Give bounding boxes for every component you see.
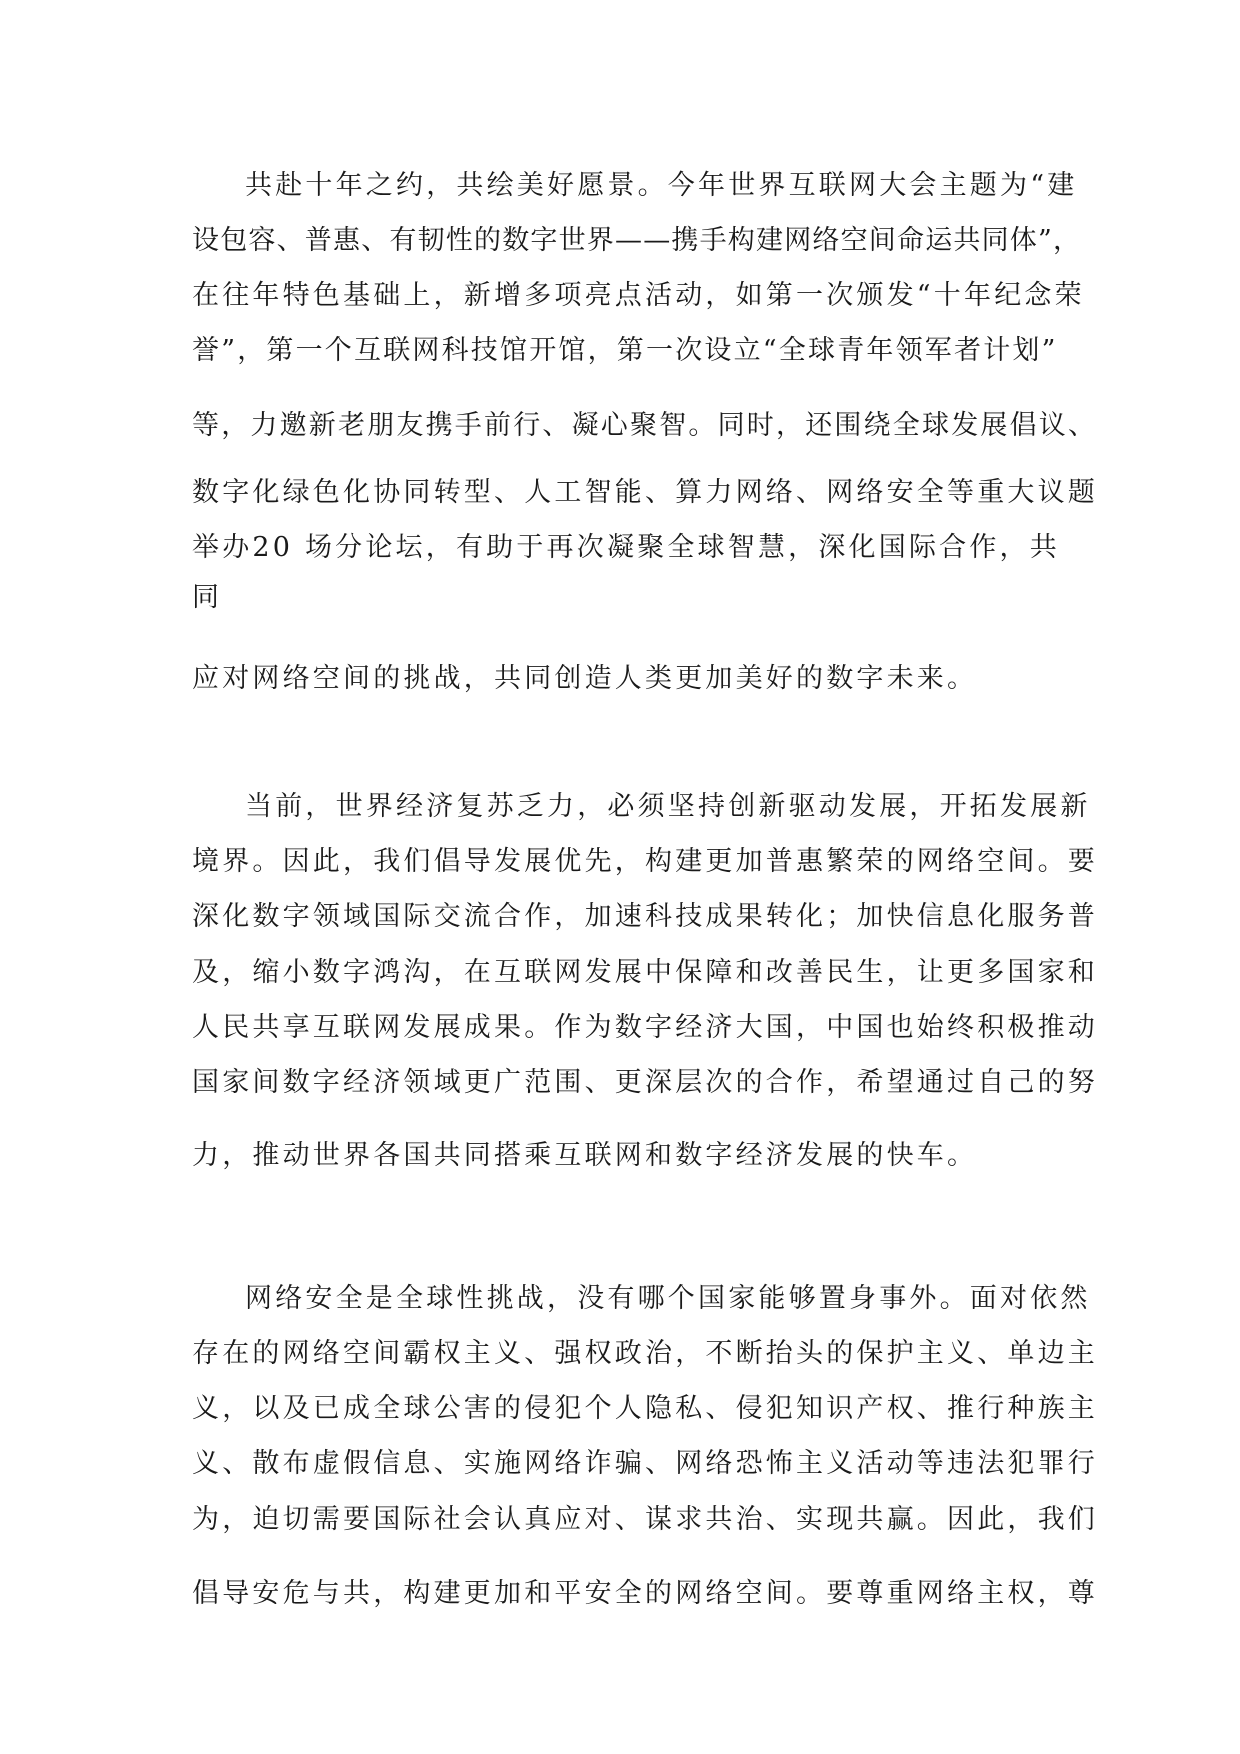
paragraph-1-line-7: 举办20 场分论坛，有助于再次凝聚全球智慧，深化国际合作，共 xyxy=(192,532,1060,563)
paragraph-3-line-1: 网络安全是全球性挑战，没有哪个国家能够置身事外。面对依然 xyxy=(245,1283,1091,1314)
paragraph-1-line-8: 同 xyxy=(192,582,223,613)
paragraph-1-line-1: 共赴十年之约，共绘美好愿景。今年世界互联网大会主题为“建 xyxy=(245,170,1078,201)
paragraph-3-line-5: 为，迫切需要国际社会认真应对、谋求共治、实现共赢。因此，我们 xyxy=(192,1504,1098,1535)
paragraph-2-line-1: 当前，世界经济复苏乏力，必须坚持创新驱动发展，开拓发展新 xyxy=(245,791,1091,822)
paragraph-2-line-6: 国家间数字经济领域更广范围、更深层次的合作，希望通过自己的努 xyxy=(192,1067,1098,1098)
paragraph-2-line-7: 力，推动世界各国共同搭乘互联网和数字经济发展的快车。 xyxy=(192,1140,978,1171)
paragraph-2-line-3: 深化数字领域国际交流合作，加速科技成果转化；加快信息化服务普 xyxy=(192,901,1098,932)
paragraph-2-line-4: 及，缩小数字鸿沟，在互联网发展中保障和改善民生，让更多国家和 xyxy=(192,957,1098,988)
paragraph-1-line-3: 在往年特色基础上，新增多项亮点活动，如第一次颁发“十年纪念荣 xyxy=(192,280,1085,311)
paragraph-2-line-2: 境界。因此，我们倡导发展优先，构建更加普惠繁荣的网络空间。要 xyxy=(192,846,1098,877)
paragraph-2-line-5: 人民共享互联网发展成果。作为数字经济大国，中国也始终积极推动 xyxy=(192,1012,1098,1043)
paragraph-1-line-4: 誉”，第一个互联网科技馆开馆，第一次设立“全球青年领军者计划” xyxy=(192,335,1058,366)
paragraph-3-line-2: 存在的网络空间霸权主义、强权政治，不断抬头的保护主义、单边主 xyxy=(192,1338,1098,1369)
paragraph-1-line-2: 设包容、普惠、有韧性的数字世界——携手构建网络空间命运共同体”， xyxy=(192,225,1082,256)
paragraph-3-line-3: 义，以及已成全球公害的侵犯个人隐私、侵犯知识产权、推行种族主 xyxy=(192,1393,1098,1424)
paragraph-1-line-6: 数字化绿色化协同转型、人工智能、算力网络、网络安全等重大议题 xyxy=(192,477,1098,508)
paragraph-3-line-6: 倡导安危与共，构建更加和平安全的网络空间。要尊重网络主权，尊 xyxy=(192,1578,1098,1609)
paragraph-1-line-5: 等，力邀新老朋友携手前行、凝心聚智。同时，还围绕全球发展倡议、 xyxy=(192,410,1098,441)
paragraph-1-line-9: 应对网络空间的挑战，共同创造人类更加美好的数字未来。 xyxy=(192,663,978,694)
paragraph-3-line-4: 义、散布虚假信息、实施网络诈骗、网络恐怖主义活动等违法犯罪行 xyxy=(192,1448,1098,1479)
